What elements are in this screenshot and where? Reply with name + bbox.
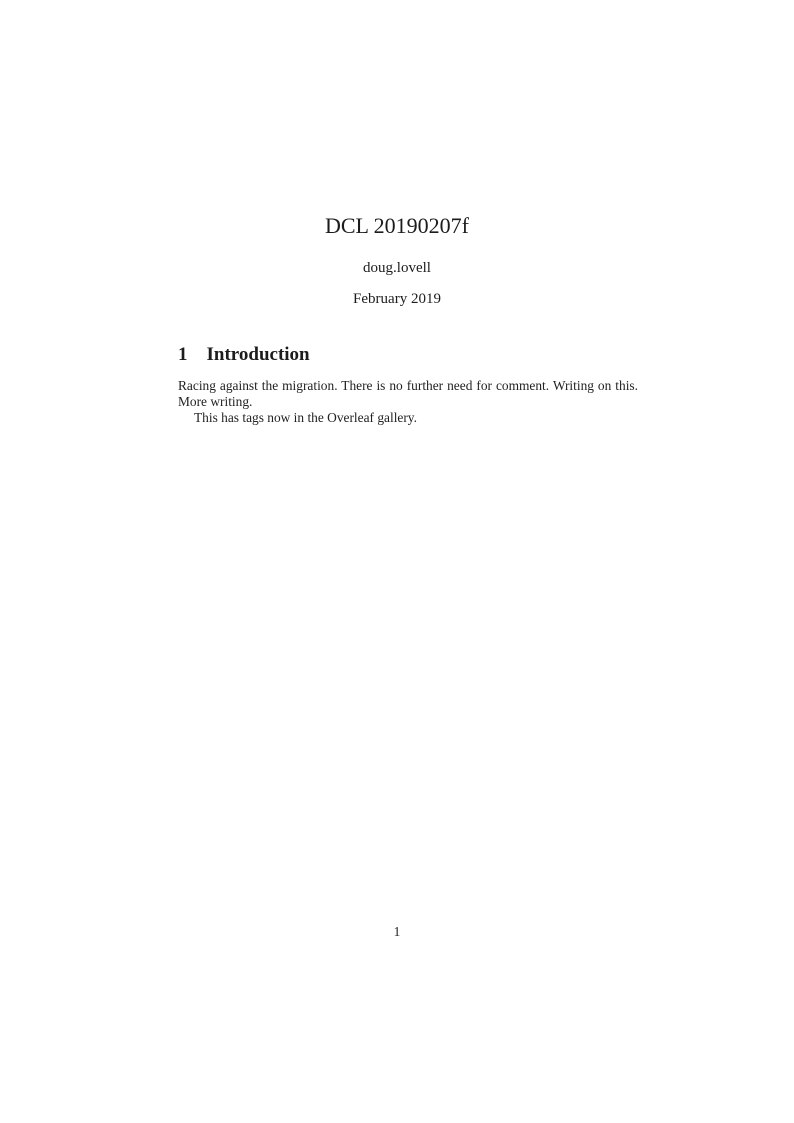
page-number: 1 bbox=[393, 924, 401, 939]
section-heading bbox=[178, 343, 638, 366]
document-title: DCL 20190207f bbox=[324, 213, 469, 238]
section-title: Introduction bbox=[206, 344, 310, 365]
document-date: February 2019 bbox=[353, 291, 441, 307]
document-body bbox=[178, 343, 638, 426]
section-number: 1 bbox=[178, 344, 188, 365]
paragraph-tags: This has tags now in the Overleaf gallery. bbox=[194, 410, 417, 425]
document-author: doug.lovell bbox=[363, 260, 431, 276]
paragraph-intro: Racing against the migration. There is no further need for comment. Writing on this. More writing. bbox=[178, 378, 638, 409]
